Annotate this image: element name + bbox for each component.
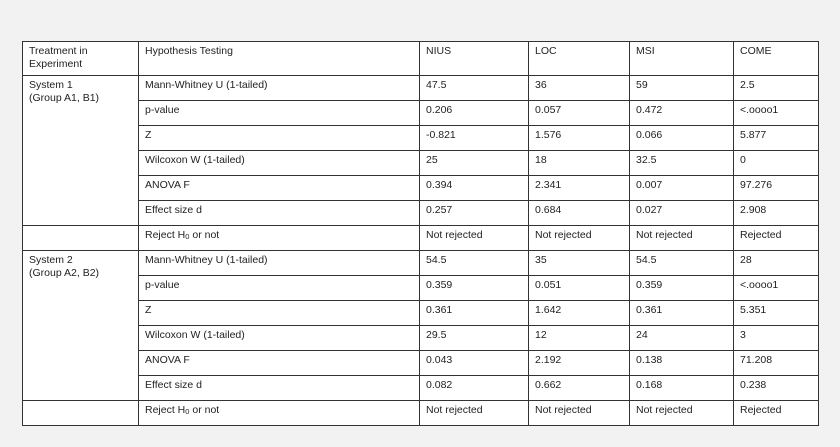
cell-come: 5.877 — [734, 126, 819, 151]
cell-come: <.oooo1 — [734, 276, 819, 301]
test-name: ANOVA F — [139, 176, 420, 201]
cell-msi: 0.138 — [630, 351, 734, 376]
cell-loc: 18 — [529, 151, 630, 176]
cell-msi: 24 — [630, 326, 734, 351]
cell-loc: 2.341 — [529, 176, 630, 201]
test-name: p-value — [139, 276, 420, 301]
group-label — [23, 76, 139, 226]
cell-nius: 0.043 — [420, 351, 529, 376]
cell-loc: 0.051 — [529, 276, 630, 301]
test-name: Mann-Whitney U (1-tailed) — [139, 76, 420, 101]
table-row — [23, 176, 819, 201]
cell-msi: 0.359 — [630, 276, 734, 301]
reject-nius: Not rejected — [420, 226, 529, 251]
table-row — [23, 101, 819, 126]
group-label-sub: (Group A1, B1) — [29, 92, 100, 104]
cell-msi: 54.5 — [630, 251, 734, 276]
cell-come: 0.238 — [734, 376, 819, 401]
table-row — [23, 126, 819, 151]
test-name: Wilcoxon W (1-tailed) — [139, 326, 420, 351]
cell-come: 2.908 — [734, 201, 819, 226]
reject-come: Rejected — [734, 401, 819, 426]
cell-msi: 0.168 — [630, 376, 734, 401]
header-come: COME — [734, 42, 819, 76]
cell-loc: 12 — [529, 326, 630, 351]
cell-loc: 36 — [529, 76, 630, 101]
table-row — [23, 76, 819, 101]
cell-come: 28 — [734, 251, 819, 276]
group-spacer — [23, 401, 139, 426]
cell-come: 71.208 — [734, 351, 819, 376]
test-name: Effect size d — [139, 201, 420, 226]
cell-come: 2.5 — [734, 76, 819, 101]
test-name: Z — [139, 301, 420, 326]
cell-loc: 35 — [529, 251, 630, 276]
test-name: Effect size d — [139, 376, 420, 401]
header-hypothesis: Hypothesis Testing — [139, 42, 420, 76]
cell-come: <.oooo1 — [734, 101, 819, 126]
cell-come: 5.351 — [734, 301, 819, 326]
test-name: Mann-Whitney U (1-tailed) — [139, 251, 420, 276]
cell-nius: 0.394 — [420, 176, 529, 201]
cell-msi: 0.007 — [630, 176, 734, 201]
reject-label: Reject H0 or not — [139, 226, 420, 251]
cell-nius: 0.206 — [420, 101, 529, 126]
test-name: Z — [139, 126, 420, 151]
test-name: Wilcoxon W (1-tailed) — [139, 151, 420, 176]
cell-nius: 25 — [420, 151, 529, 176]
cell-loc: 0.057 — [529, 101, 630, 126]
cell-msi: 0.027 — [630, 201, 734, 226]
cell-loc: 0.684 — [529, 201, 630, 226]
cell-msi: 0.066 — [630, 126, 734, 151]
table-row — [23, 376, 819, 401]
cell-loc: 0.662 — [529, 376, 630, 401]
reject-msi: Not rejected — [630, 401, 734, 426]
cell-nius: 47.5 — [420, 76, 529, 101]
reject-label: Reject H0 or not — [139, 401, 420, 426]
group-spacer — [23, 226, 139, 251]
cell-come: 3 — [734, 326, 819, 351]
cell-nius: 0.359 — [420, 276, 529, 301]
cell-msi: 59 — [630, 76, 734, 101]
group-label-name: System 2 — [29, 254, 73, 266]
cell-msi: 32.5 — [630, 151, 734, 176]
table-row — [23, 151, 819, 176]
reject-loc: Not rejected — [529, 226, 630, 251]
reject-loc: Not rejected — [529, 401, 630, 426]
cell-nius: 0.257 — [420, 201, 529, 226]
cell-nius: 0.361 — [420, 301, 529, 326]
reject-come: Rejected — [734, 226, 819, 251]
test-name: p-value — [139, 101, 420, 126]
cell-nius: -0.821 — [420, 126, 529, 151]
cell-come: 0 — [734, 151, 819, 176]
cell-msi: 0.472 — [630, 101, 734, 126]
cell-nius: 29.5 — [420, 326, 529, 351]
cell-msi: 0.361 — [630, 301, 734, 326]
header-treatment: Treatment in Experiment — [23, 42, 139, 76]
reject-row — [23, 401, 819, 426]
table-row — [23, 251, 819, 276]
cell-nius: 54.5 — [420, 251, 529, 276]
cell-loc: 2.192 — [529, 351, 630, 376]
table-row — [23, 351, 819, 376]
table-row — [23, 326, 819, 351]
header-msi: MSI — [630, 42, 734, 76]
hypothesis-results-table — [22, 41, 819, 426]
cell-come: 97.276 — [734, 176, 819, 201]
group-label — [23, 251, 139, 401]
header-loc: LOC — [529, 42, 630, 76]
reject-nius: Not rejected — [420, 401, 529, 426]
group-label-name: System 1 — [29, 79, 73, 91]
test-name: ANOVA F — [139, 351, 420, 376]
cell-nius: 0.082 — [420, 376, 529, 401]
reject-row — [23, 226, 819, 251]
header-row — [23, 42, 819, 76]
cell-loc: 1.642 — [529, 301, 630, 326]
reject-msi: Not rejected — [630, 226, 734, 251]
table-row — [23, 301, 819, 326]
table-row — [23, 201, 819, 226]
table-row — [23, 276, 819, 301]
group-label-sub: (Group A2, B2) — [29, 267, 100, 279]
header-nius: NIUS — [420, 42, 529, 76]
cell-loc: 1.576 — [529, 126, 630, 151]
